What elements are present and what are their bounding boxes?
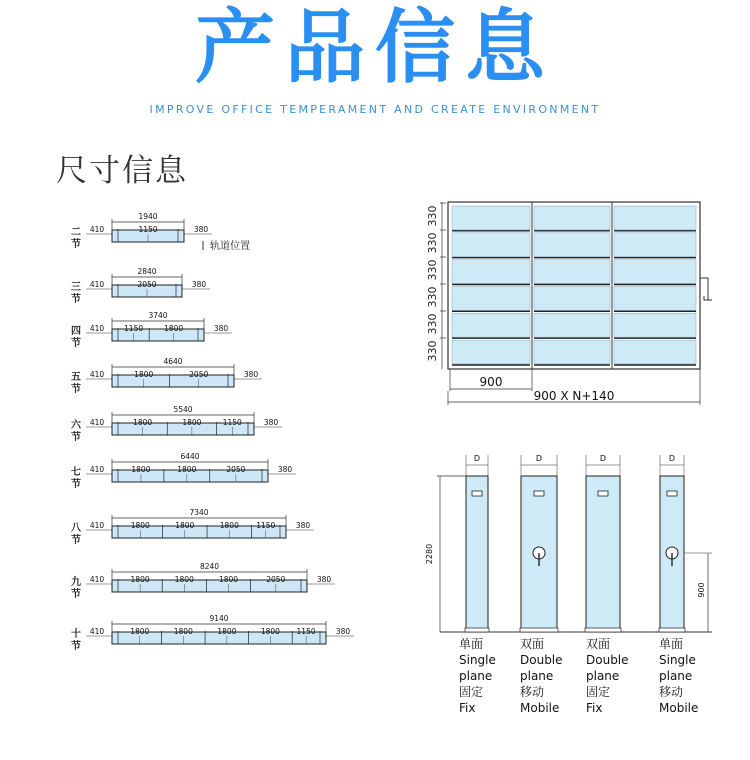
front-elevation	[426, 202, 712, 405]
left-dimension-label: 410	[89, 225, 105, 234]
unit-label: 单面	[459, 637, 484, 651]
config-label: 节	[71, 384, 81, 395]
shelf-height-label: 330	[426, 205, 439, 227]
total-dimension-label: 5540	[173, 405, 193, 414]
shelf-panel	[534, 206, 610, 230]
config-label: 节	[71, 479, 81, 490]
shelf-panel	[452, 233, 530, 257]
shelf-panel	[452, 340, 530, 364]
cabinet-height-label: 2280	[425, 543, 434, 565]
unit-label: Single	[459, 653, 496, 667]
base-rail	[585, 628, 621, 632]
config-label: 十	[71, 629, 81, 640]
shelf-panel	[614, 206, 696, 230]
left-dimension-label: 410	[89, 370, 105, 379]
shelf-panel	[452, 313, 530, 337]
unit-label: Double	[520, 653, 563, 667]
total-dimension-label: 7340	[189, 508, 209, 517]
shelf-height-label: 330	[426, 313, 439, 335]
base-rail	[465, 628, 489, 632]
unit-label: 双面	[520, 637, 545, 651]
column-width-label: 900	[479, 375, 503, 389]
unit-label: Single	[659, 653, 696, 667]
segment-dimension-label: 1800	[131, 465, 151, 474]
segment-dimension-label: 1800	[175, 521, 195, 530]
rail-config	[71, 357, 262, 395]
total-dimension-label: 8240	[199, 562, 220, 571]
right-dimension-label: 380	[191, 280, 207, 289]
side-unit	[520, 454, 563, 715]
segment-dimension-label: 1800	[130, 521, 150, 530]
right-dimension-label: 380	[243, 370, 259, 379]
shelf-panel	[614, 340, 696, 364]
config-label: 七	[71, 467, 81, 478]
config-label: 八	[71, 523, 81, 534]
config-label: 节	[71, 239, 81, 250]
left-dimension-label: 410	[89, 465, 105, 474]
segment-dimension-label: 1800	[174, 575, 194, 584]
shelf-panel	[534, 313, 610, 337]
segment-dimension-label: 1800	[260, 627, 280, 636]
left-dimension-label: 410	[89, 418, 105, 427]
segment-dimension-label: 1800	[130, 575, 150, 584]
config-label: 节	[71, 641, 81, 652]
shelf-panel	[614, 260, 696, 284]
label-slot	[598, 491, 608, 496]
left-dimension-label: 410	[89, 627, 105, 636]
unit-label: plane	[520, 669, 554, 683]
shelf-panel	[452, 287, 530, 311]
label-slot	[534, 491, 544, 496]
segment-dimension-label: 1800	[130, 627, 150, 636]
unit-label: 双面	[586, 637, 611, 651]
segment-dimension-label: 1800	[177, 465, 197, 474]
unit-label: Mobile	[520, 701, 560, 715]
segment-dimension-label: 2050	[137, 280, 157, 289]
shelf-panel	[534, 233, 610, 257]
side-panel	[586, 476, 620, 632]
shelf-panel	[534, 260, 610, 284]
config-label: 节	[71, 432, 81, 443]
segment-dimension-label: 1150	[124, 324, 144, 333]
right-dimension-label: 380	[193, 225, 209, 234]
label-slot	[667, 491, 677, 496]
segment-dimension-label: 2050	[266, 575, 286, 584]
section-heading: 尺寸信息	[56, 153, 188, 189]
unit-label: plane	[586, 669, 620, 683]
base-rail	[520, 628, 558, 632]
total-dimension-label: 4640	[163, 357, 183, 366]
cabinet-strip	[112, 375, 234, 387]
shelf-panel	[614, 287, 696, 311]
unit-label: plane	[659, 669, 693, 683]
shelf-panel	[614, 233, 696, 257]
rail-config	[71, 562, 335, 600]
rail-config	[71, 405, 282, 443]
config-label: 节	[71, 535, 81, 546]
shelf-height-label: 330	[426, 259, 439, 281]
rail-configurations	[71, 212, 354, 652]
right-dimension-label: 380	[335, 627, 351, 636]
left-dimension-label: 410	[89, 280, 105, 289]
shelf-height-label: 330	[426, 340, 439, 362]
rail-config	[71, 267, 210, 305]
right-dimension-label: 380	[277, 465, 293, 474]
shelf-panel	[452, 206, 530, 230]
side-unit	[585, 454, 629, 715]
total-dimension-label: 6440	[180, 452, 200, 461]
right-dimension-label: 380	[316, 575, 332, 584]
config-label: 二	[71, 227, 81, 238]
rail-config	[71, 508, 314, 546]
handle-height-label: 900	[697, 582, 706, 598]
total-dimension-label: 1940	[138, 212, 158, 221]
unit-label: 固定	[586, 685, 611, 699]
rail-legend	[203, 239, 250, 252]
total-dimension-label: 2840	[137, 267, 157, 276]
config-label: 节	[71, 589, 81, 600]
shelf-panel	[534, 287, 610, 311]
unit-label: 固定	[459, 685, 484, 699]
total-dimension-label: 3740	[148, 311, 168, 320]
left-dimension-label: 410	[89, 575, 105, 584]
page-title: 产品信息	[195, 1, 555, 94]
unit-label: Double	[586, 653, 629, 667]
segment-dimension-label: 1800	[219, 521, 239, 530]
segment-dimension-label: 1800	[134, 370, 154, 379]
rail-config	[71, 452, 296, 490]
shelf-panel	[534, 340, 610, 364]
segment-dimension-label: 1800	[182, 418, 202, 427]
config-label: 四	[71, 326, 81, 337]
right-dimension-label: 380	[263, 418, 279, 427]
segment-dimension-label: 1800	[217, 627, 237, 636]
unit-label: 单面	[659, 637, 684, 651]
config-label: 节	[71, 338, 81, 349]
segment-dimension-label: 1800	[164, 324, 184, 333]
depth-label: D	[668, 454, 676, 463]
segment-dimension-label: 1150	[256, 521, 276, 530]
left-dimension-label: 410	[89, 324, 105, 333]
rail-config	[71, 311, 232, 349]
page-subtitle: IMPROVE OFFICE TEMPERAMENT AND CREATE ENVIRONMENT	[149, 103, 601, 116]
config-label: 九	[71, 577, 81, 588]
segment-dimension-label: 1800	[173, 627, 193, 636]
unit-label: 移动	[520, 685, 545, 699]
shelf-panel	[452, 260, 530, 284]
total-width-label: 900 X N+140	[533, 389, 615, 403]
segment-dimension-label: 1150	[138, 225, 158, 234]
config-label: 六	[71, 420, 81, 431]
side-panel	[466, 476, 488, 632]
label-slot	[472, 491, 482, 496]
config-label: 节	[71, 294, 81, 305]
depth-label: D	[535, 454, 543, 463]
unit-label: Fix	[586, 701, 603, 715]
segment-dimension-label: 1800	[218, 575, 239, 584]
left-dimension-label: 410	[89, 521, 105, 530]
handle-icon	[700, 278, 712, 300]
base-rail	[659, 628, 685, 632]
shelf-height-label: 330	[426, 286, 439, 308]
depth-label: D	[473, 454, 481, 463]
depth-label: D	[599, 454, 607, 463]
shelf-height-label: 330	[426, 232, 439, 254]
legend-label: 轨道位置	[210, 241, 250, 252]
segment-dimension-label: 1150	[296, 627, 316, 636]
total-dimension-label: 9140	[209, 614, 229, 623]
unit-label: 移动	[659, 685, 684, 699]
config-label: 五	[71, 372, 81, 383]
shelf-panel	[614, 313, 696, 337]
segment-dimension-label: 2050	[226, 465, 246, 474]
side-elevation	[425, 454, 712, 715]
config-label: 三	[71, 282, 81, 293]
unit-label: Fix	[459, 701, 476, 715]
side-unit	[659, 454, 698, 715]
segment-dimension-label: 1800	[133, 418, 153, 427]
rail-config	[71, 614, 354, 652]
segment-dimension-label: 2050	[189, 370, 209, 379]
segment-dimension-label: 1150	[222, 418, 242, 427]
unit-label: Mobile	[659, 701, 699, 715]
side-unit	[459, 454, 496, 715]
rail-config	[71, 212, 212, 250]
right-dimension-label: 380	[295, 521, 311, 530]
unit-label: plane	[459, 669, 493, 683]
right-dimension-label: 380	[213, 324, 229, 333]
